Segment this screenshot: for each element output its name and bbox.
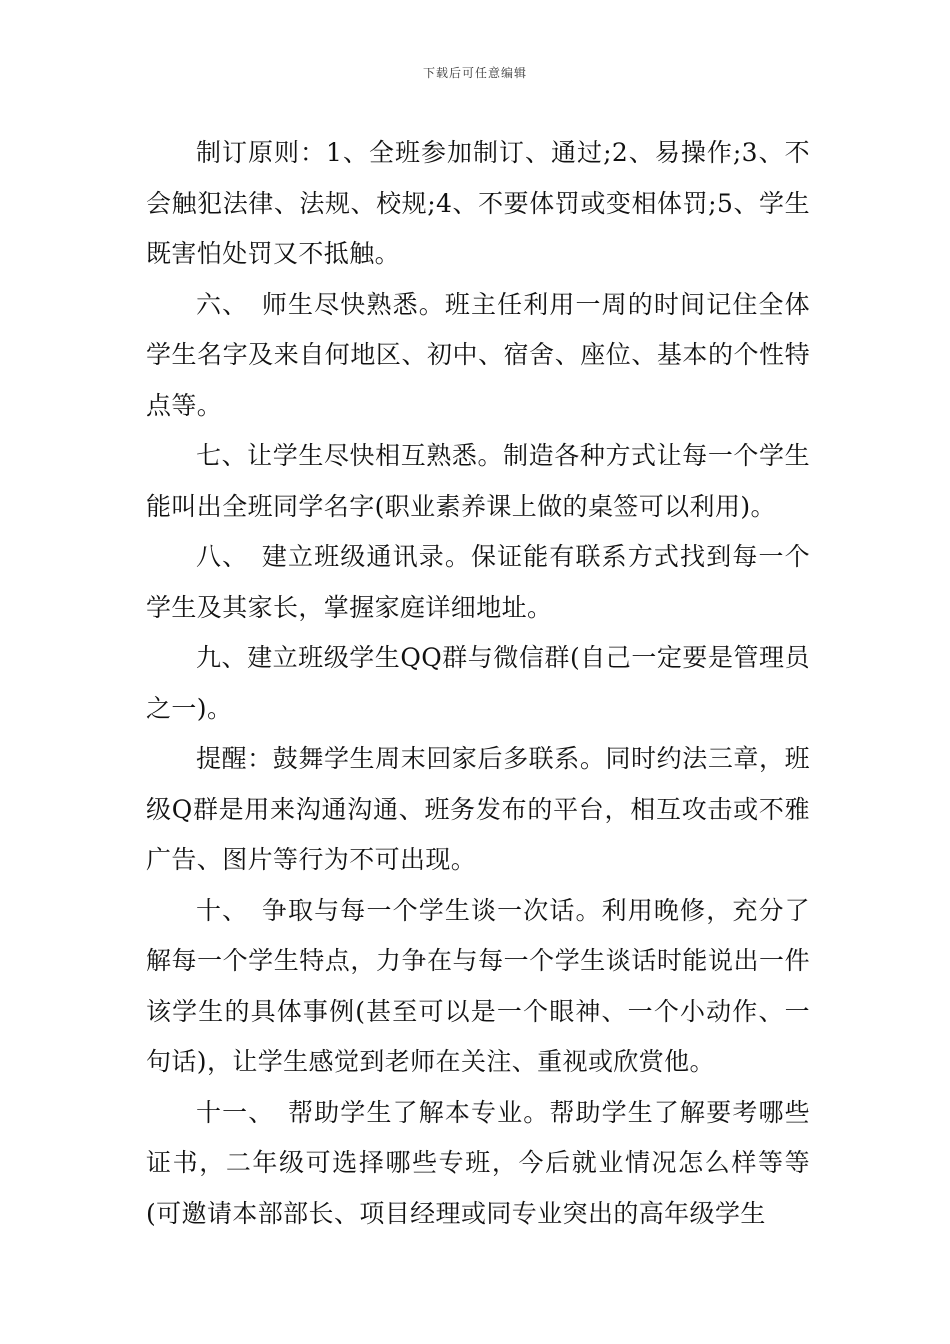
paragraph-principles: 制订原则：1、全班参加制订、通过;2、易操作;3、不会触犯法律、法规、校规;4、不要体罚或变相体罚;5、学生既害怕处罚又不抵触。 xyxy=(146,138,810,268)
paragraph-eight: 八、 建立班级通讯录。保证能有联系方式找到每一个学生及其家长，掌握家庭详细地址。 xyxy=(146,542,810,622)
paragraph-reminder: 提醒：鼓舞学生周末回家后多联系。同时约法三章，班级Q群是用来沟通沟通、班务发布的平台，相互攻击或不雅广告、图片等行为不可出现。 xyxy=(146,744,810,874)
paragraph-seven: 七、让学生尽快相互熟悉。制造各种方式让每一个学生能叫出全班同学名字(职业素养课上做的桌签可以利用)。 xyxy=(146,441,810,521)
paragraph-nine: 九、建立班级学生QQ群与微信群(自己一定要是管理员之一)。 xyxy=(146,643,810,723)
paragraph-eleven: 十一、 帮助学生了解本专业。帮助学生了解要考哪些证书，二年级可选择哪些专班，今后就业情况怎么样等等(可邀请本部部长、项目经理或同专业突出的高年级学生 xyxy=(146,1097,810,1228)
document-body xyxy=(146,128,810,1239)
paragraph-ten: 十、 争取与每一个学生谈一次话。利用晚修，充分了解每一个学生特点，力争在与每一个学生谈话时能说出一件该学生的具体事例(甚至可以是一个眼神、一个小动作、一句话)，让学生感觉到老师在关注、重视或欣赏他。 xyxy=(146,895,810,1076)
paragraph-six: 六、 师生尽快熟悉。班主任利用一周的时间记住全体学生名字及来自何地区、初中、宿舍、座位、基本的个性特点等。 xyxy=(146,289,810,420)
page-header-note: 下载后可任意编辑 xyxy=(422,66,527,80)
